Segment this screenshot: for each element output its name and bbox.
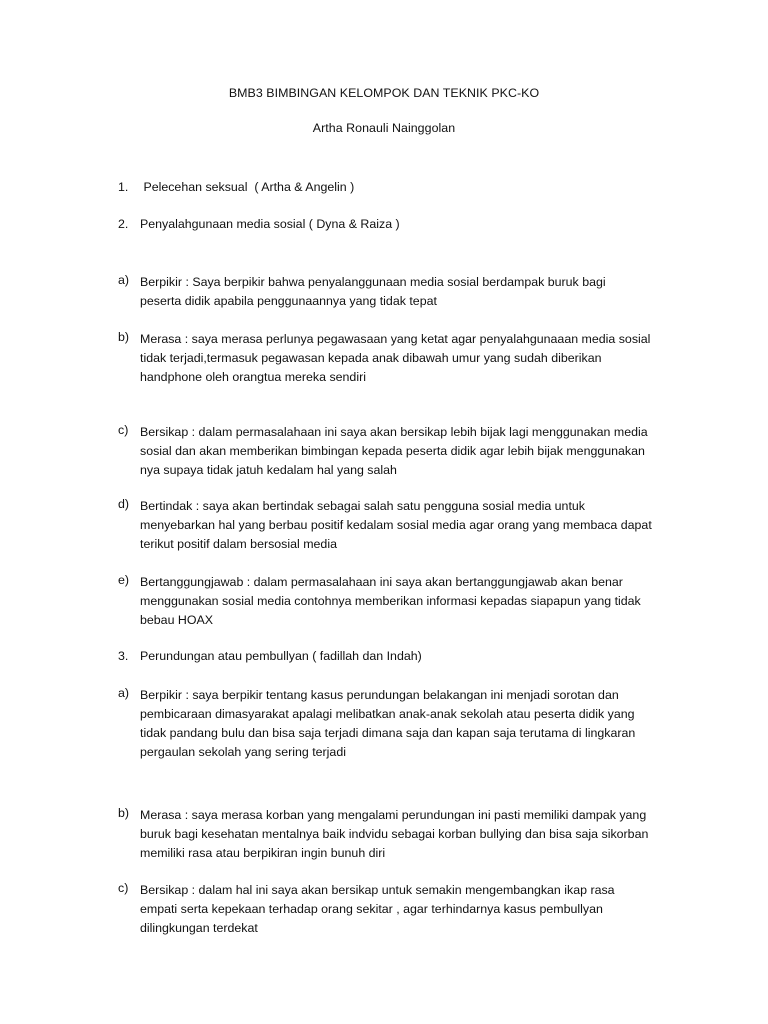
item-marker: d) — [118, 497, 130, 511]
document-title: BMB3 BIMBINGAN KELOMPOK DAN TEKNIK PKC-KO — [228, 86, 540, 100]
item-line: Merasa : saya merasa perlunya pegawasaan yang ketat agar penyalahgunaaan media sosial — [140, 332, 651, 346]
item-line: Bersikap : dalam permasalahaan ini saya akan bersikap lebih bijak lagi menggunakan media — [140, 425, 648, 439]
item-line: terikut positif dalam bersosial media — [140, 537, 337, 551]
item-line: Berpikir : saya berpikir tentang kasus perundungan belakangan ini menjadi sorotan dan — [140, 688, 619, 702]
topic-2-text: Penyalahgunaan media sosial ( Dyna & Raiza ) — [140, 217, 400, 231]
item-line: tidak terjadi,termasuk pegawasan kepada anak dibawah umur yang sudah diberikan — [140, 351, 602, 365]
item-line: Bersikap : dalam hal ini saya akan bersikap untuk semakin mengembangkan ikap rasa — [140, 883, 615, 897]
item-marker: e) — [118, 573, 130, 587]
item-marker: c) — [118, 881, 129, 895]
item-line: menyebarkan hal yang berbau positif kedalam sosial media agar orang yang membaca dapat — [140, 518, 652, 532]
item-line: memiliki rasa atau berpikiran ingin bunuh diri — [140, 846, 386, 860]
topic-1-text: Pelecehan seksual ( Artha & Angelin ) — [140, 180, 355, 194]
topic-1-number: 1. — [118, 180, 129, 194]
topic-3-text: Perundungan atau pembullyan ( fadillah dan Indah) — [140, 649, 422, 663]
item-marker: b) — [118, 330, 130, 344]
item-line: tidak pandang bulu dan bisa saja terjadi dimana saja dan kapan saja terutama di lingkaran — [140, 726, 636, 740]
item-line: peserta didik apabila penggunaannya yang tidak tepat — [140, 294, 437, 308]
item-line: pergaulan sekolah yang sering terjadi — [140, 745, 346, 759]
topic-3-number: 3. — [118, 649, 129, 663]
item-line: empati serta kepekaan terhadap orang sekitar , agar terhindarnya kasus pembullyan — [140, 902, 603, 916]
item-line: Merasa : saya merasa korban yang mengalami perundungan ini pasti memiliki dampak yang — [140, 808, 647, 822]
document-author: Artha Ronauli Nainggolan — [312, 121, 456, 135]
item-line: bebau HOAX — [140, 613, 214, 627]
item-line: nya supaya tidak jatuh kedalam hal yang salah — [140, 463, 397, 477]
topic-2-number: 2. — [118, 217, 129, 231]
item-line: Berpikir : Saya berpikir bahwa penyalanggunaan media sosial berdampak buruk bagi — [140, 275, 606, 289]
item-line: Bertindak : saya akan bertindak sebagai salah satu pengguna sosial media untuk — [140, 499, 585, 513]
item-marker: b) — [118, 806, 130, 820]
item-line: Bertanggungjawab : dalam permasalahaan ini saya akan bertanggungjawab akan benar — [140, 575, 623, 589]
item-line: buruk bagi kesehatan mentalnya baik indvidu sebagai korban bullying dan bisa saja sikorban — [140, 827, 649, 841]
item-line: pembicaraan dimasyarakat apalagi melibatkan anak-anak sekolah atau peserta didik yang — [140, 707, 635, 721]
item-marker: a) — [118, 686, 130, 700]
item-marker: c) — [118, 423, 129, 437]
item-marker: a) — [118, 273, 130, 287]
item-line: sosial dan akan memberikan bimbingan kepada peserta didik agar lebih bijak menggunakan — [140, 444, 645, 458]
item-line: menggunakan sosial media contohnya memberikan informasi kepadas siapapun yang tidak — [140, 594, 641, 608]
item-line: handphone oleh orangtua mereka sendiri — [140, 370, 366, 384]
item-line: dilingkungan terdekat — [140, 921, 258, 935]
